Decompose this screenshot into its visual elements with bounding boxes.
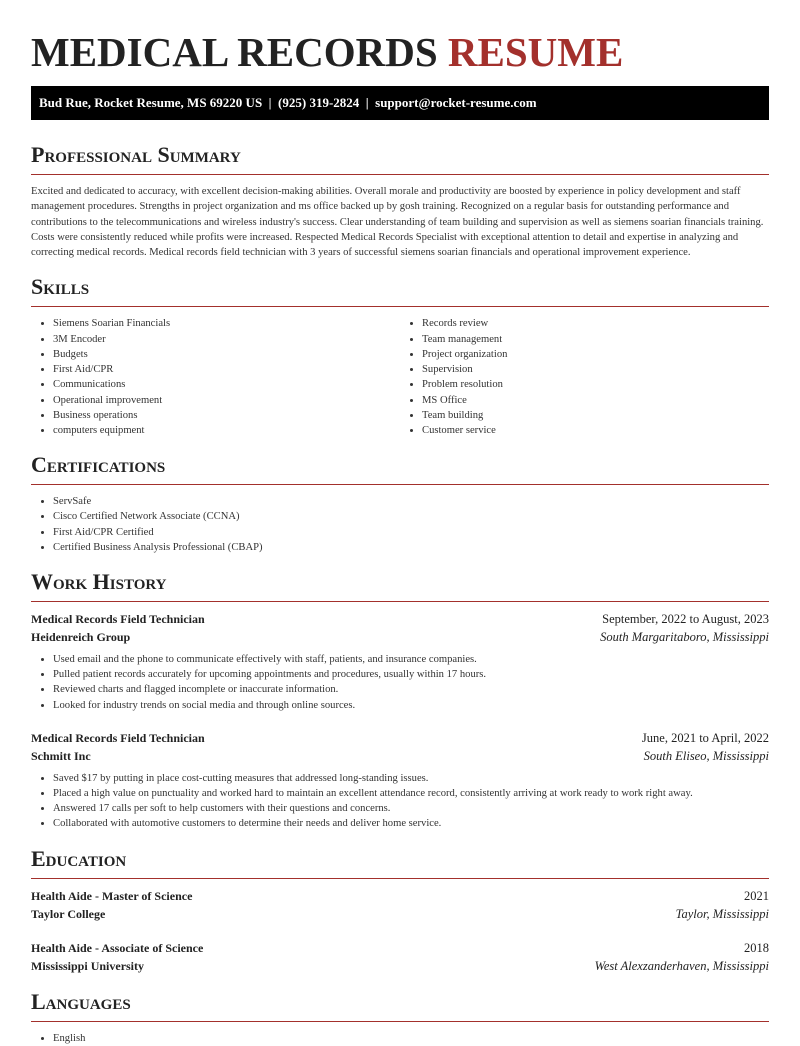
resume-title [31,28,769,76]
skill-item: • Project organization [422,347,769,362]
job-location: South Eliseo, Mississippi [643,748,769,763]
education-degree-row [31,887,769,905]
skill-item: • Operational improvement [53,393,400,408]
education-year: 2021 [744,888,769,903]
education-school-row [31,905,769,923]
title-accent: RESUME [447,29,624,75]
job-bullet: • Looked for industry trends on social media and through online sources. [53,698,769,713]
skill-item: • 3M Encoder [53,332,400,347]
skills-right-list [400,316,769,438]
education-school-row [31,957,769,975]
skill-item: • Team management [422,332,769,347]
job-bullet: • Placed a high value on punctuality and worked hard to maintain an excellent attendance record, consistently arriving at work ready to work right away. [53,786,769,801]
education-location: West Alexzanderhaven, Mississippi [594,958,769,973]
education-degree: Health Aide - Associate of Science [31,940,204,955]
certification-item: • Certified Business Analysis Professional (CBAP) [53,540,769,555]
skill-item: • computers equipment [53,423,400,438]
summary-text: Excited and dedicated to accuracy, with excellent decision-making abilities. Overall morale and productivity are boosted by experience in policy development and staff management procedures. Strengths in project organization and ms office backed up by gosh training. Recognized on a regular basis for outstanding performance and contributions to the telecommunications and wireless industry's success. Clear understanding of team building and supervision as well as siemens soarian financials training. Costs were consistently reduced while profits were increased. Respected Medical Records Specialist with exceptional attention to detail and expertise in analyzing and correcting medical records. Medical records field technician with 3 years of successful siemens soarian financials and operational improvement experience. [31,186,764,259]
education-location: Taylor, Mississippi [675,906,769,921]
job-company: Schmitt Inc [31,748,91,763]
job-bullet: • Collaborated with automotive customers to determine their needs and deliver home service. [53,816,769,831]
job-company-row [31,747,769,765]
languages-heading: Languages [31,989,769,1022]
education-section [31,846,769,975]
skill-item: • Siemens Soarian Financials [53,316,400,331]
job-company-row [31,628,769,646]
certifications-section [31,452,769,555]
job-dates: June, 2021 to April, 2022 [641,730,769,745]
languages-section [31,989,769,1046]
skill-item: • Records review [422,316,769,331]
languages-list [31,1031,769,1046]
work-history-heading: Work History [31,569,769,602]
certification-item: • Cisco Certified Network Associate (CCNA) [53,509,769,524]
education-school: Taylor College [31,906,106,921]
contact-info: Bud Rue, Rocket Resume, MS 69220 US | (925) 319-2824 | support@rocket-resume.com [39,95,537,110]
job-bullets [31,771,769,832]
language-item: • English [53,1031,769,1046]
education-year: 2018 [744,940,769,955]
certifications-list [31,494,769,555]
job-bullet: • Answered 17 calls per soft to help customers with their questions and concerns. [53,801,769,816]
skills-section [31,274,769,438]
job-title: Medical Records Field Technician [31,730,205,745]
job-dates: September, 2022 to August, 2023 [602,611,769,626]
education-entry [31,939,769,975]
education-school: Mississippi University [31,958,145,973]
job-company: Heidenreich Group [31,629,131,644]
summary-heading: Professional Summary [31,142,769,175]
job-bullet: • Saved $17 by putting in place cost-cutting measures that addressed long-standing issues. [53,771,769,786]
skill-item: • Customer service [422,423,769,438]
education-entry [31,887,769,923]
job-title-row [31,729,769,747]
work-history-section [31,569,769,832]
job-bullets [31,652,769,713]
skill-item: • Supervision [422,362,769,377]
education-degree-row [31,939,769,957]
job-entry [31,729,769,832]
contact-bar [31,86,769,120]
job-title-row [31,610,769,628]
job-entry [31,610,769,713]
skill-item: • Business operations [53,408,400,423]
job-location: South Margaritaboro, Mississippi [600,629,769,644]
education-heading: Education [31,846,769,879]
certifications-heading: Certifications [31,452,769,485]
job-title: Medical Records Field Technician [31,611,205,626]
title-main: MEDICAL RECORDS [31,29,448,75]
certification-item: • First Aid/CPR Certified [53,525,769,540]
skill-item: • Budgets [53,347,400,362]
skill-item: • Communications [53,377,400,392]
skill-item: • MS Office [422,393,769,408]
skill-item: • Problem resolution [422,377,769,392]
skill-item: • First Aid/CPR [53,362,400,377]
job-bullet: • Used email and the phone to communicate effectively with staff, patients, and insurance companies. [53,652,769,667]
skill-item: • Team building [422,408,769,423]
skills-heading: Skills [31,274,769,307]
job-bullet: • Pulled patient records accurately for upcoming appointments and procedures, usually within 17 hours. [53,667,769,682]
certification-item: • ServSafe [53,494,769,509]
skills-left-list [31,316,400,438]
education-degree: Health Aide - Master of Science [31,888,193,903]
job-bullet: • Reviewed charts and flagged incomplete or inaccurate information. [53,682,769,697]
summary-section [31,142,769,260]
skills-columns [31,316,769,438]
